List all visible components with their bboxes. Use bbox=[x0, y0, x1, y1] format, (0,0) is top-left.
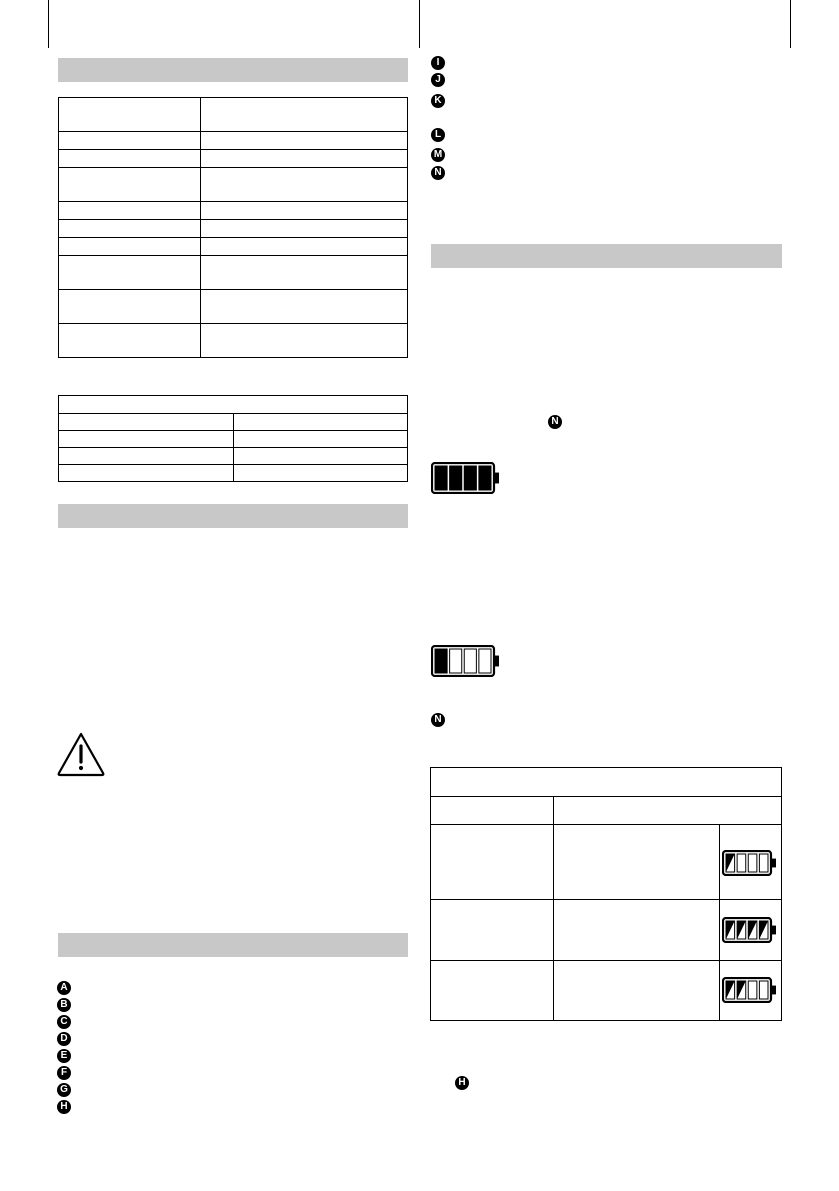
spec-table-row bbox=[59, 132, 408, 150]
spec-label bbox=[59, 324, 201, 358]
spec-value bbox=[201, 256, 408, 290]
marker-n-icon: N bbox=[548, 415, 562, 429]
part-marker-l-icon: L bbox=[431, 128, 445, 142]
spec-label bbox=[59, 132, 201, 150]
spec-label bbox=[59, 150, 201, 168]
crop-mark-right bbox=[790, 0, 791, 48]
spec-label bbox=[59, 98, 201, 132]
charger-table-row bbox=[59, 448, 408, 465]
spec-table-row bbox=[59, 202, 408, 220]
spec-table-row bbox=[59, 150, 408, 168]
spec-table bbox=[58, 97, 408, 358]
indicator-battery-icon-2 bbox=[722, 917, 778, 943]
charger-value bbox=[233, 448, 408, 465]
spec-label bbox=[59, 256, 201, 290]
part-marker-j-icon: J bbox=[431, 73, 445, 87]
spec-value bbox=[201, 202, 408, 220]
battery-low-icon bbox=[431, 645, 501, 682]
warning-triangle-icon bbox=[56, 731, 106, 777]
part-marker-m-icon: M bbox=[431, 148, 445, 162]
spec-table-row bbox=[59, 256, 408, 290]
spec-table-row bbox=[59, 324, 408, 358]
part-marker-a-icon: A bbox=[57, 981, 71, 995]
spec-value bbox=[201, 238, 408, 256]
part-marker-f-icon: F bbox=[57, 1066, 71, 1080]
charger-label bbox=[59, 465, 234, 482]
section-bar-technical-data bbox=[58, 58, 408, 82]
charger-table-row bbox=[59, 414, 408, 431]
charger-table-row bbox=[59, 431, 408, 448]
part-marker-b-icon: B bbox=[57, 998, 71, 1012]
part-marker-e-icon: E bbox=[57, 1049, 71, 1063]
spec-value bbox=[201, 98, 408, 132]
spec-table-row bbox=[59, 220, 408, 238]
part-marker-k-icon: K bbox=[431, 94, 445, 108]
spec-table-row bbox=[59, 238, 408, 256]
charger-value bbox=[233, 414, 408, 431]
charger-table-row bbox=[59, 465, 408, 482]
part-marker-c-icon: C bbox=[57, 1015, 71, 1029]
section-bar-components bbox=[58, 933, 408, 957]
spec-label bbox=[59, 238, 201, 256]
part-marker-i-icon: I bbox=[431, 56, 445, 70]
charger-label bbox=[59, 431, 234, 448]
charger-value bbox=[233, 465, 408, 482]
spec-table-row bbox=[59, 290, 408, 324]
indicator-battery-icon-1 bbox=[722, 850, 778, 876]
indicator-battery-icon-3 bbox=[722, 977, 778, 1003]
spec-label bbox=[59, 220, 201, 238]
spec-value bbox=[201, 324, 408, 358]
charger-label bbox=[59, 448, 234, 465]
spec-table-row bbox=[59, 168, 408, 202]
charger-table bbox=[58, 395, 408, 482]
spec-label bbox=[59, 168, 201, 202]
section-bar-charge-indicator bbox=[431, 244, 782, 268]
part-marker-n-icon: N bbox=[431, 166, 445, 180]
crop-mark-left bbox=[48, 0, 49, 48]
crop-mark-center bbox=[419, 0, 420, 48]
section-bar-safety bbox=[58, 504, 408, 528]
spec-value bbox=[201, 168, 408, 202]
part-marker-g-icon: G bbox=[57, 1083, 71, 1097]
part-marker-h-icon: H bbox=[57, 1100, 71, 1114]
battery-full-icon bbox=[431, 462, 501, 499]
spec-value bbox=[201, 132, 408, 150]
spec-table-row bbox=[59, 98, 408, 132]
charger-value bbox=[233, 431, 408, 448]
spec-value bbox=[201, 290, 408, 324]
charger-label bbox=[59, 414, 234, 431]
charger-table-header bbox=[59, 396, 408, 414]
spec-label bbox=[59, 202, 201, 220]
marker-h-icon: H bbox=[455, 1076, 469, 1090]
part-marker-d-icon: D bbox=[57, 1032, 71, 1046]
spec-value bbox=[201, 150, 408, 168]
marker-n-icon-2: N bbox=[431, 713, 445, 727]
spec-label bbox=[59, 290, 201, 324]
spec-value bbox=[201, 220, 408, 238]
